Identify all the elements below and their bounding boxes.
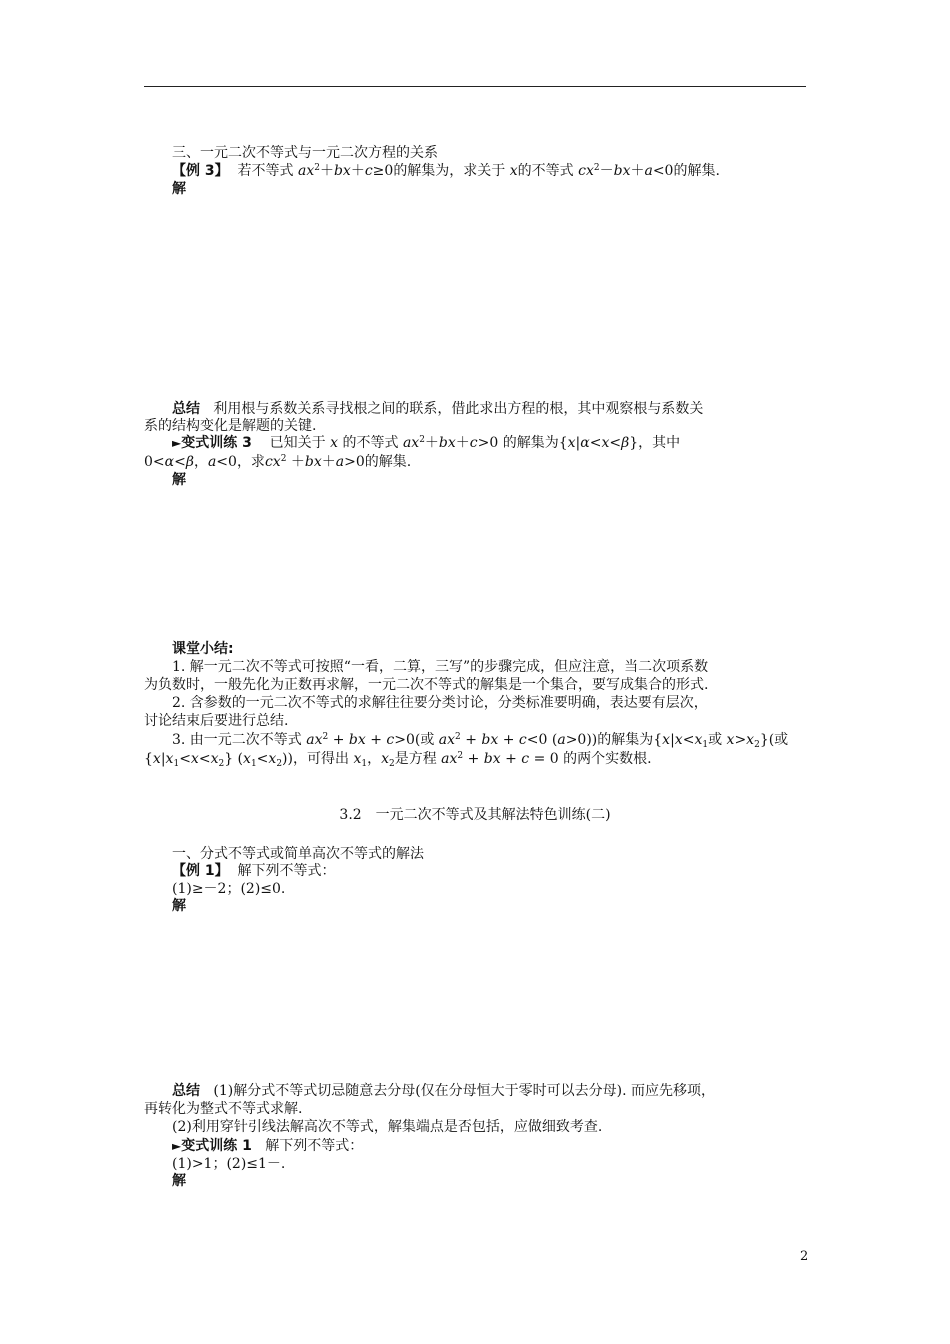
section-heading: 三、一元二次不等式与一元二次方程的关系 — [172, 145, 438, 161]
example-1-items: (1)≥－2；(2)≤0. — [172, 881, 286, 897]
variant-training-1: ►变式训练 1 解下列不等式： — [172, 1138, 364, 1154]
class-summary-3b: $\{x|x_1<x<x_2\}$ $(x_1<x_2)$)，可得出 $x_1$，$x_2$是方程 $ax^2$ + bx + c = 0 的两个实数根. — [144, 751, 652, 769]
example-label: 【例 1】 — [172, 863, 229, 879]
class-summary-2a: 2. 含参数的一元二次不等式的求解往往要分类讨论，分类标准要明确，表达要有层次， — [172, 695, 708, 711]
triangle-icon: ► — [172, 436, 182, 450]
summary-line-2: 系的结构变化是解题的关键. — [144, 418, 317, 434]
class-summary-2b: 讨论结束后要进行总结. — [144, 713, 289, 729]
solution-label: 解 — [172, 181, 186, 197]
variant-training-1-items: (1)>1；(2)≤1－. — [172, 1156, 286, 1172]
solution-label: 解 — [172, 472, 186, 488]
example-label: 【例 3】 — [172, 163, 229, 179]
class-summary-3a: 3. 由一元二次不等式 $ax^2$ + bx + c>0(或 $ax^2$ + bx + c<0 (a>0))的解集为{$x|x<x_1$或 $x>x_2$}(或 — [172, 732, 789, 750]
section-heading: 一、分式不等式或简单高次不等式的解法 — [172, 846, 424, 862]
class-summary-1a: 1. 解一元二次不等式可按照“一看，二算，三写”的步骤完成，但应注意，当二次项系数 — [172, 659, 709, 675]
solution-label: 解 — [172, 1173, 186, 1189]
summary-line-1: 总结 利用根与系数关系寻找根之间的联系，借此求出方程的根，其中观察根与系数关 — [172, 401, 704, 417]
summary-line-3: (2)利用穿针引线法解高次不等式，解集端点是否包括，应做细致考查. — [172, 1119, 603, 1135]
header-rule — [144, 86, 806, 87]
example-3: 【例 3】 若不等式 $ax^2+bx+c\ge 0$的解集为，求关于 x的不等式 $cx^2-bx+a<0$的解集. — [172, 163, 720, 179]
summary-line-2: 再转化为整式不等式求解. — [144, 1101, 303, 1117]
class-summary-1b: 为负数时，一般先化为正数再求解，一元二次不等式的解集是一个集合，要写成集合的形式. — [144, 677, 709, 693]
triangle-icon: ► — [172, 1139, 182, 1153]
page-number: 2 — [800, 1249, 809, 1264]
variant-training-3-cont: 0<α<β，a<0，求$cx^2 +bx+a>0$的解集. — [144, 454, 412, 470]
section-title: 3.2 一元二次不等式及其解法特色训练(二) — [339, 807, 611, 823]
class-summary-label: 课堂小结: — [172, 641, 234, 657]
variant-training-3: ►变式训练 3 已知关于 x 的不等式 $ax^2+bx+c>0$ 的解集为{x|α<x<β}，其中 — [172, 435, 681, 451]
solution-label: 解 — [172, 898, 186, 914]
example-1: 【例 1】 解下列不等式： — [172, 863, 336, 879]
summary-line-1: 总结 (1)解分式不等式切忌随意去分母(仅在分母恒大于零时可以去分母). 而应先移项， — [172, 1083, 716, 1099]
